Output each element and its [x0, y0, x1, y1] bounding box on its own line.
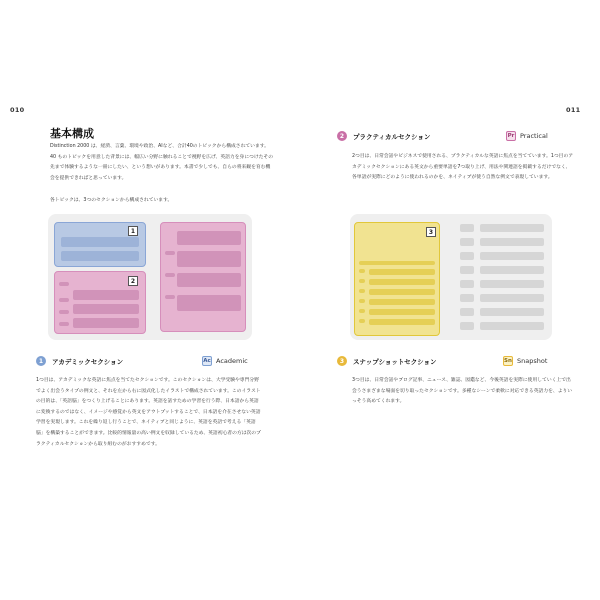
gray-row	[460, 224, 474, 232]
page-title: 基本構成	[50, 127, 94, 140]
practical-block-right	[160, 222, 246, 332]
snapshot-body: 3つ目は、日常会話やブログ記事、ニュース、雑誌、図鑑など、今後英語を実際に使用していく上で出会うさまざまな場面を切り取ったセクションです。多種なシーンで柔軟に対応できる英語力を、よりいっそう高めてくれます。	[352, 378, 573, 405]
gray-row	[480, 280, 544, 288]
practical-icon: Pr	[507, 133, 515, 139]
gray-row	[460, 252, 474, 260]
gray-row	[460, 280, 474, 288]
section-number-3: 3	[337, 356, 347, 366]
section-title-academic: アカデミックセクション	[52, 357, 124, 366]
practical-block	[54, 271, 146, 334]
academic-block	[54, 222, 146, 267]
page-number-left: 010	[10, 106, 25, 114]
tag-academic	[202, 355, 248, 367]
tag-practical-label: Practical	[520, 132, 548, 140]
structure-note: 各トピックは、3つのセクションから構成されています。	[50, 198, 173, 203]
gray-row	[480, 294, 544, 302]
tag-snapshot	[503, 355, 547, 367]
section-header-academic	[36, 355, 123, 367]
diagram-badge-3: 3	[426, 227, 436, 237]
practical-body: 2つ目は、日常会話やビジネスで使用される、プラクティカルな英語に焦点を当てています。1つ目のアカデミックセクションにある英文から重要単語を7つ取り上げ、用法や関連語を掲載するだけでなく、各単語が実際にどのように使われるのかを、ネイティブが使う自然な例文で表現しています。	[352, 154, 574, 181]
section-number-1: 1	[36, 356, 46, 366]
section-title-snapshot: スナップショットセクション	[353, 357, 437, 366]
gray-row	[460, 266, 474, 274]
gray-row	[460, 322, 474, 330]
intro-paragraph: Distinction 2000 は、経済、言葉、環境や政治、AIなど、合計40のトピックから構成されています。40 ものトピックを用意した背景には、幅広い分野に触れることで視野を広げ、英語力を身につけたその先まで体験するような一冊にしたい、という想いがあります。本書で少しでも、自らの将来観を育む機会を提供できればと思っています。	[50, 144, 274, 181]
gray-row	[480, 322, 544, 330]
tag-academic-label: Academic	[216, 357, 248, 365]
gray-row	[480, 238, 544, 246]
page-number-right: 011	[566, 106, 581, 114]
layout-diagram-right	[350, 214, 552, 340]
snapshot-block	[354, 222, 440, 336]
gray-row	[460, 308, 474, 316]
diagram-badge-1: 1	[128, 226, 138, 236]
section-title-practical: プラクティカルセクション	[353, 132, 431, 141]
section-header-snapshot	[337, 355, 437, 367]
gray-row	[460, 294, 474, 302]
gray-row	[460, 238, 474, 246]
diagram-badge-2: 2	[128, 276, 138, 286]
gray-row	[480, 252, 544, 260]
gray-row	[480, 266, 544, 274]
academic-icon: Ac	[203, 358, 211, 364]
tag-snapshot-label: Snapshot	[517, 357, 548, 365]
gray-row	[480, 224, 544, 232]
gray-row	[480, 308, 544, 316]
layout-diagram-left	[48, 214, 252, 340]
academic-body: 1つ目は、アカデミックな英語に焦点を当てたセクションです。このセクションは、大学受験や専門分野でよく出会うタイプの例文と、それを左から右に図式化したイラストで構成されています。このイラストの目的は、「英語脳」をつくり上げることにあります。英語を話すための学習を行う際、日本語から英語に変換するのではなく、イメージや感覚から英文をアウトプットすることで、日本語を介在させない英語学習を実現します。これを繰り返し行うことで、ネイティブと同じように、英語を英語で考える「英語脳」を構築することができます。比較的情報量の高い例文を収録しているため、英語初心者の方は次のプラクティカルセクションから取り組むのがおすすめです。	[36, 378, 261, 447]
section-header-practical	[337, 130, 430, 142]
snapshot-icon: Sn	[504, 358, 512, 364]
tag-practical	[506, 130, 548, 142]
section-number-2: 2	[337, 131, 347, 141]
